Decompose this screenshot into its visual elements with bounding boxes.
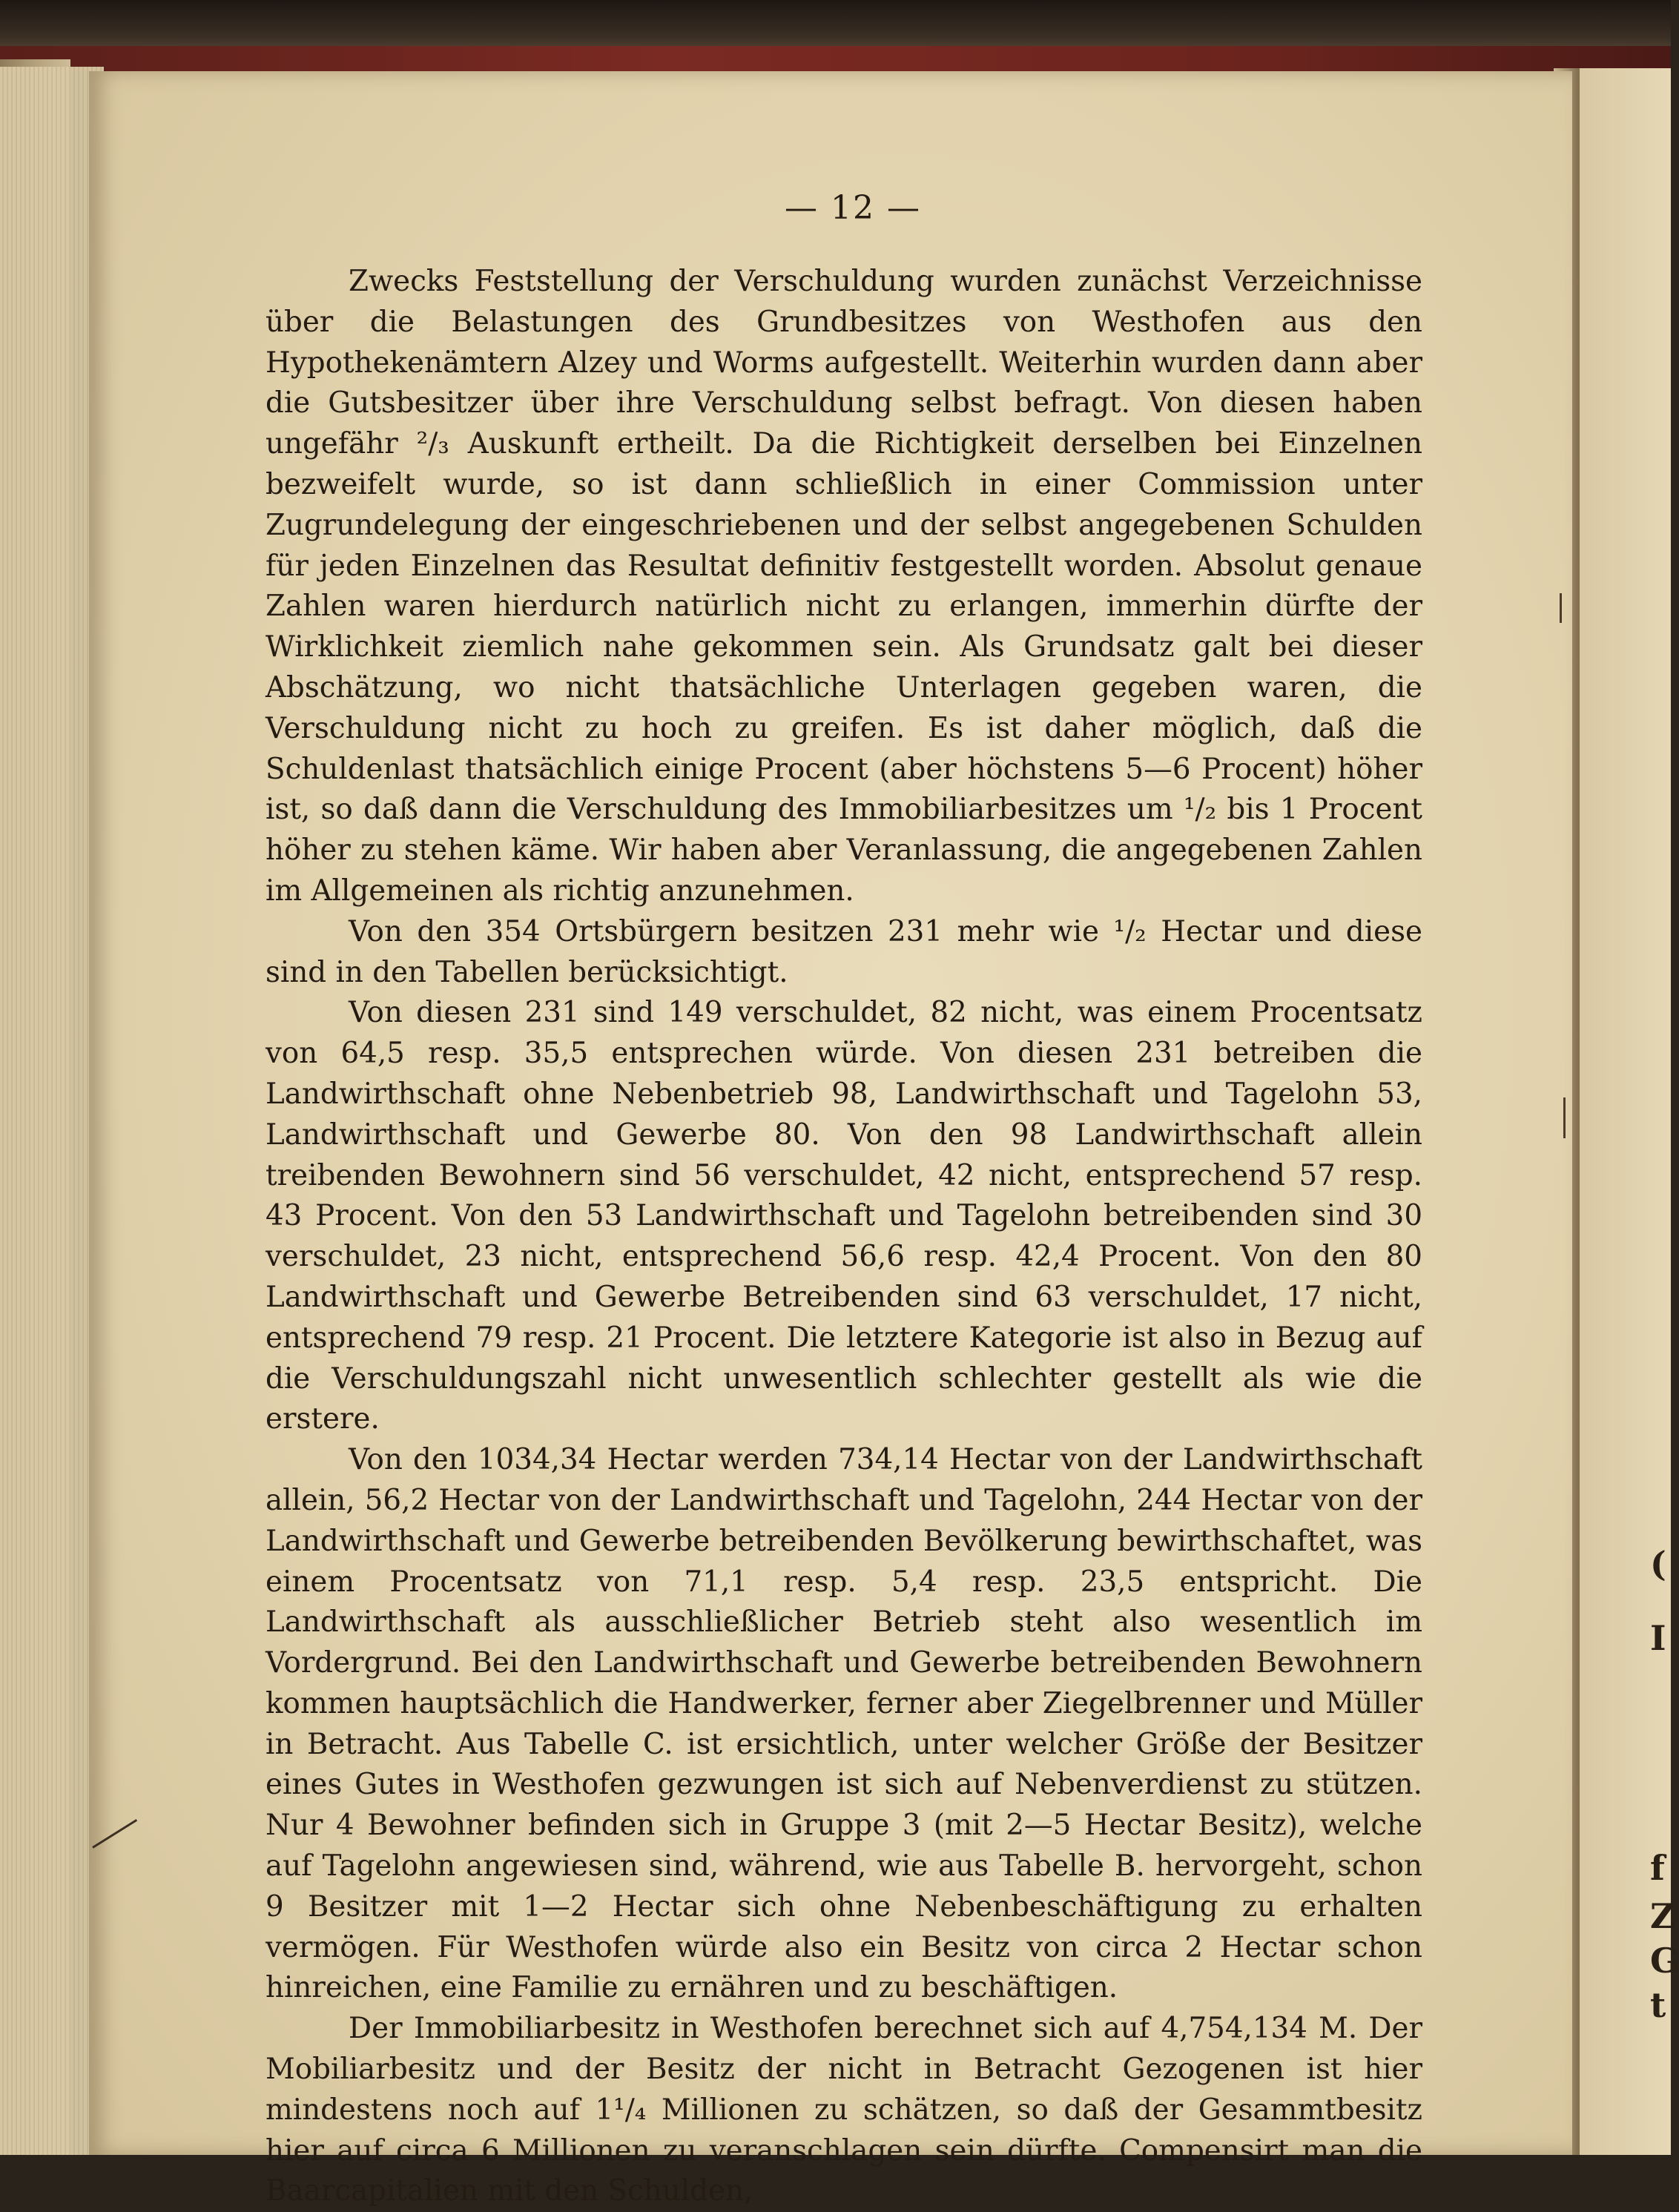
paragraph: Von diesen 231 sind 149 verschuldet, 82 nicht, was einem Procentsatz von 64,5 resp. 35,5 entsprechen würde. Von diesen 231 betreiben die Landwirthschaft ohne Nebenbetrieb 98, Landwirthschaft und Tagelohn 53, Landwirthschaft und Gewerbe 80. Von den 98 Landwirthschaft allein treibenden Bewohnern sind 56 verschuldet, 42 nicht, entsprechend 57 resp. 43 Procent. Von den 53 Landwirthschaft und Tagelohn betreibenden sind 30 verschuldet, 23 nicht, entsprechend 56,6 resp. 42,4 Procent. Von den 80 Landwirthschaft und Gewerbe Betreibenden sind 63 verschuldet, 17 nicht, entsprechend 79 resp. 21 Procent. Die letztere Kategorie ist also in Bezug auf die Verschuldungszahl nicht unwesentlich schlechter gestellt als wie die erstere.: [265, 996, 1422, 1436]
page-stack-edges: [0, 67, 104, 2155]
paragraph: Der Immobiliarbesitz in Westhofen berechnet sich auf 4,754,134 M. Der Mobiliarbesitz und der Besitz der nicht in Betracht Gezogenen ist hier mindestens noch auf 1¹/₄ Millionen zu schätzen, so daß der Gesammtbesitz hier auf circa 6 Millionen zu veranschlagen sein dürfte. Compensirt man die Baarcapitalien mit den Schulden,: [265, 2012, 1422, 2208]
facing-page-fragment: t: [1650, 1985, 1666, 2025]
paragraph: Von den 354 Ortsbürgern besitzen 231 mehr wie ¹/₂ Hectar und diese sind in den Tabellen berücksichtigt.: [265, 914, 1422, 989]
page-number: — 12 —: [785, 189, 921, 227]
body-text: [265, 262, 1422, 2212]
margin-mark: [1560, 593, 1562, 623]
facing-page-fragment: Z: [1650, 1896, 1675, 1936]
facing-page-fragment: (: [1650, 1544, 1666, 1584]
facing-page: [1580, 68, 1679, 2155]
paragraph: Zwecks Feststellung der Verschuldung wurden zunächst Verzeichnisse über die Belastungen des Grundbesitzes von Westhofen aus den Hypothekenämtern Alzey und Worms aufgestellt. Weiterhin wurden dann aber die Gutsbesitzer über ihre Verschuldung selbst befragt. Von diesen haben ungefähr ²/₃ Auskunft ertheilt. Da die Richtigkeit derselben bei Einzelnen bezweifelt wurde, so ist dann schließlich in einer Commission unter Zugrundelegung der eingeschriebenen und der selbst angegebenen Schulden für jeden Einzelnen das Resultat definitiv festgestellt worden. Absolut genaue Zahlen waren hierdurch natürlich nicht zu erlangen, immerhin dürfte der Wirklichkeit ziemlich nahe gekommen sein. Als Grundsatz galt bei dieser Abschätzung, wo nicht thatsächliche Unterlagen gegeben waren, die Verschuldung nicht zu hoch zu greifen. Es ist daher möglich, daß die Schuldenlast thatsächlich einige Procent (aber höchstens 5—6 Procent) höher ist, so daß dann die Verschuldung des Immobiliarbesitzes um ¹/₂ bis 1 Procent höher zu stehen käme. Wir haben aber Veranlassung, die angegebenen Zahlen im Allgemeinen als richtig anzunehmen.: [265, 265, 1422, 908]
margin-mark: [1563, 1097, 1566, 1138]
book-cover-edge: [0, 46, 1671, 71]
facing-page-fragment: I: [1650, 1618, 1666, 1658]
facing-page-fragment: f: [1650, 1848, 1665, 1888]
facing-page-fragment: G: [1650, 1941, 1679, 1981]
paragraph: Von den 1034,34 Hectar werden 734,14 Hectar von der Landwirthschaft allein, 56,2 Hectar von der Landwirthschaft und Tagelohn, 244 Hectar von der Landwirthschaft und Gewerbe betreibenden Bevölkerung bewirthschaftet, was einem Procentsatz von 71,1 resp. 5,4 resp. 23,5 entspricht. Die Landwirthschaft als ausschließlicher Betrieb steht also wesentlich im Vordergrund. Bei den Landwirthschaft und Gewerbe betreibenden Bewohnern kommen hauptsächlich die Handwerker, ferner aber Ziegelbrenner und Müller in Betracht. Aus Tabelle C. ist ersichtlich, unter welcher Größe der Besitzer eines Gutes in Westhofen gezwungen ist sich auf Nebenverdienst zu stützen. Nur 4 Bewohner befinden sich in Gruppe 3 (mit 2—5 Hectar Besitz), welche auf Tagelohn angewiesen sind, während, wie aus Tabelle B. hervorgeht, schon 9 Besitzer mit 1—2 Hectar sich ohne Nebenbeschäftigung zu erhalten vermögen. Für Westhofen würde also ein Besitz von circa 2 Hectar schon hinreichen, eine Familie zu ernähren und zu beschäftigen.: [265, 1443, 1422, 2005]
